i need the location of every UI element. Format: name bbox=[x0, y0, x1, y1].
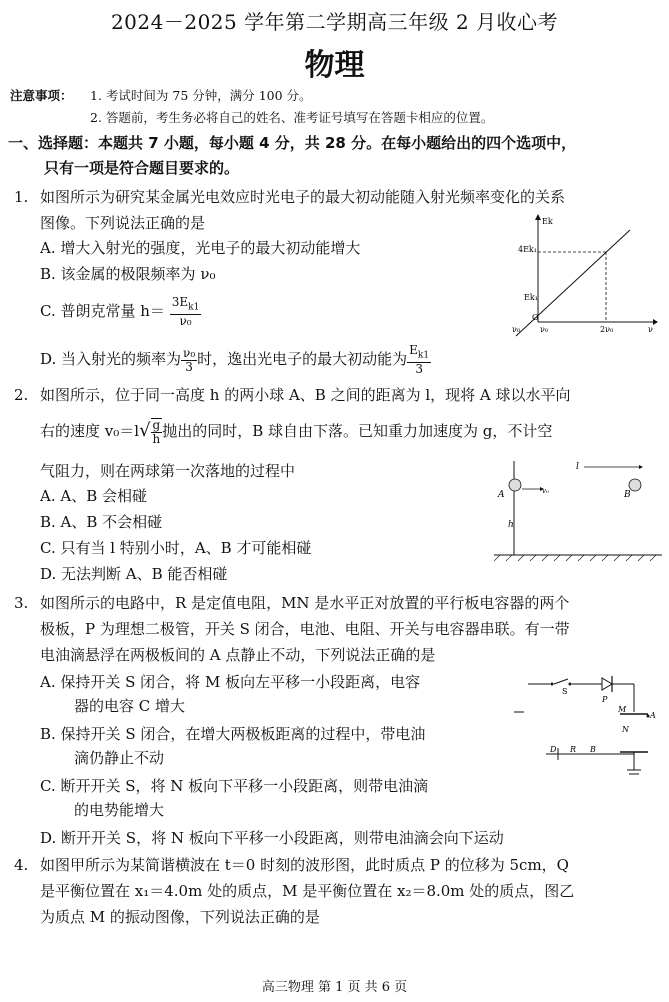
note-item-1: 1. 考试时间为 75 分钟，满分 100 分。 bbox=[90, 88, 312, 103]
photoelectric-graph bbox=[508, 212, 658, 337]
label-a: A bbox=[650, 711, 656, 720]
question-stem: 为质点 M 的振动图像，下列说法正确的是 bbox=[40, 908, 320, 926]
section-1-line-1: 一、选择题：本题共 7 小题，每小题 4 分，共 28 分。在每小题给出的四个选项中， bbox=[8, 134, 577, 152]
section-1-line-2: 只有一项是符合题目要求的。 bbox=[44, 159, 240, 177]
exam-title: 2024－2025 学年第二学期高三年级 2 月收心考 bbox=[110, 10, 559, 34]
option-a: A. A、B 会相碰 bbox=[40, 487, 147, 505]
option-d: D. 无法判断 A、B 能否相碰 bbox=[40, 565, 228, 583]
question-stem: 如图所示为研究某金属光电效应时光电子的最大初动能随入射光频率变化的关系 bbox=[40, 188, 566, 206]
question-stem: 如图所示的电路中，R 是定值电阻，MN 是水平正对放置的平行板电容器的两个 bbox=[40, 594, 570, 612]
label-b: B bbox=[590, 745, 596, 754]
question-stem: 图像。下列说法正确的是 bbox=[40, 214, 206, 232]
option-b: B. 保持开关 S 闭合，在增大两极板距离的过程中，带电油 bbox=[40, 725, 426, 743]
option-c: C. 只有当 l 特别小时，A、B 才可能相碰 bbox=[40, 539, 312, 557]
label-n: N bbox=[622, 725, 629, 734]
label-s: S bbox=[562, 687, 568, 696]
question-stem: 是平衡位置在 x₁＝4.0m 处的质点，M 是平衡位置在 x₂＝8.0m 处的质点，图乙 bbox=[40, 882, 575, 900]
question-number: 2. bbox=[14, 386, 29, 404]
label-origin: O bbox=[532, 313, 539, 322]
question-stem: 如图甲所示为某简谐横波在 t＝0 时刻的波形图，此时质点 P 的位移为 5cm，Q bbox=[40, 856, 569, 874]
option-c: C. 普朗克常量 h＝ $\frac{3E_{k1}}{\text{ν₀}}$ bbox=[40, 295, 200, 329]
label-4ek1: 4Ek₁ bbox=[518, 245, 537, 254]
page-footer: 高三物理 第 1 页 共 6 页 bbox=[261, 980, 408, 995]
label-2nu0: 2ν₀ bbox=[600, 325, 614, 334]
label-b: B bbox=[624, 490, 631, 500]
label-r: R bbox=[570, 745, 577, 754]
question-stem: 气阻力，则在两球第一次落地的过程中 bbox=[40, 462, 296, 480]
question-stem: 如图所示，位于同一高度 h 的两小球 A、B 之间的距离为 l，现将 A 球以水平向 bbox=[40, 386, 571, 404]
question-number: 4. bbox=[14, 856, 29, 874]
notes-label: 注意事项： bbox=[10, 88, 73, 103]
question-number: 3. bbox=[14, 594, 29, 612]
option-a-cont: 器的电容 C 增大 bbox=[74, 697, 186, 715]
option-b: B. 该金属的极限频率为 ν₀ bbox=[40, 265, 216, 283]
label-m: M bbox=[618, 705, 627, 714]
subject-title: 物理 bbox=[304, 48, 365, 83]
label-p: P bbox=[602, 695, 608, 704]
label-nu0: ν₀ bbox=[540, 325, 549, 334]
label-a: A bbox=[498, 490, 505, 500]
question-number: 1. bbox=[14, 188, 29, 206]
question-stem: 极板，P 为理想二极管，开关 S 闭合，电池、电阻、开关与电容器串联。有一带 bbox=[40, 620, 570, 638]
question-stem: 右的速度 v₀＝l√ $\frac{g}{h}$ 抛出的同时，B 球自由下落。已知重力加速度为 g，不计空 bbox=[40, 418, 553, 446]
option-b-cont: 滴仍静止不动 bbox=[74, 749, 165, 767]
circuit-figure bbox=[510, 672, 660, 784]
option-a: A. 增大入射光的强度，光电子的最大初动能增大 bbox=[40, 239, 361, 257]
label-d: D bbox=[550, 745, 557, 754]
label-nu0-left: ν₀ bbox=[512, 325, 521, 334]
option-c-cont: 的电势能增大 bbox=[74, 801, 165, 819]
label-v0: v₀ bbox=[542, 487, 549, 495]
option-a: A. 保持开关 S 闭合，将 M 板向左平移一小段距离，电容 bbox=[40, 673, 421, 691]
label-ek1: Ek₁ bbox=[524, 293, 538, 302]
option-d: D. 当入射光的频率为 $\frac{\text{ν₀}}{3}$ 时，逸出光电子的最大初动能为 $\frac{E_{k1}}{3}$ bbox=[40, 343, 430, 377]
axis-label-ek: Ek bbox=[542, 217, 553, 226]
projectile-figure bbox=[494, 455, 662, 565]
option-c: C. 断开开关 S，将 N 板向下平移一小段距离，则带电油滴 bbox=[40, 777, 429, 795]
label-h: h bbox=[508, 520, 514, 530]
question-stem: 电油滴悬浮在两极板间的 A 点静止不动，下列说法正确的是 bbox=[40, 646, 436, 664]
axis-label-nu: ν bbox=[648, 325, 653, 334]
option-b: B. A、B 不会相碰 bbox=[40, 513, 163, 531]
option-d: D. 断开开关 S，将 N 板向下平移一小段距离，则带电油滴会向下运动 bbox=[40, 829, 504, 847]
note-item-2: 2. 答题前，考生务必将自己的姓名、准考证号填写在答题卡相应的位置。 bbox=[90, 110, 494, 125]
label-l: l bbox=[576, 462, 579, 472]
